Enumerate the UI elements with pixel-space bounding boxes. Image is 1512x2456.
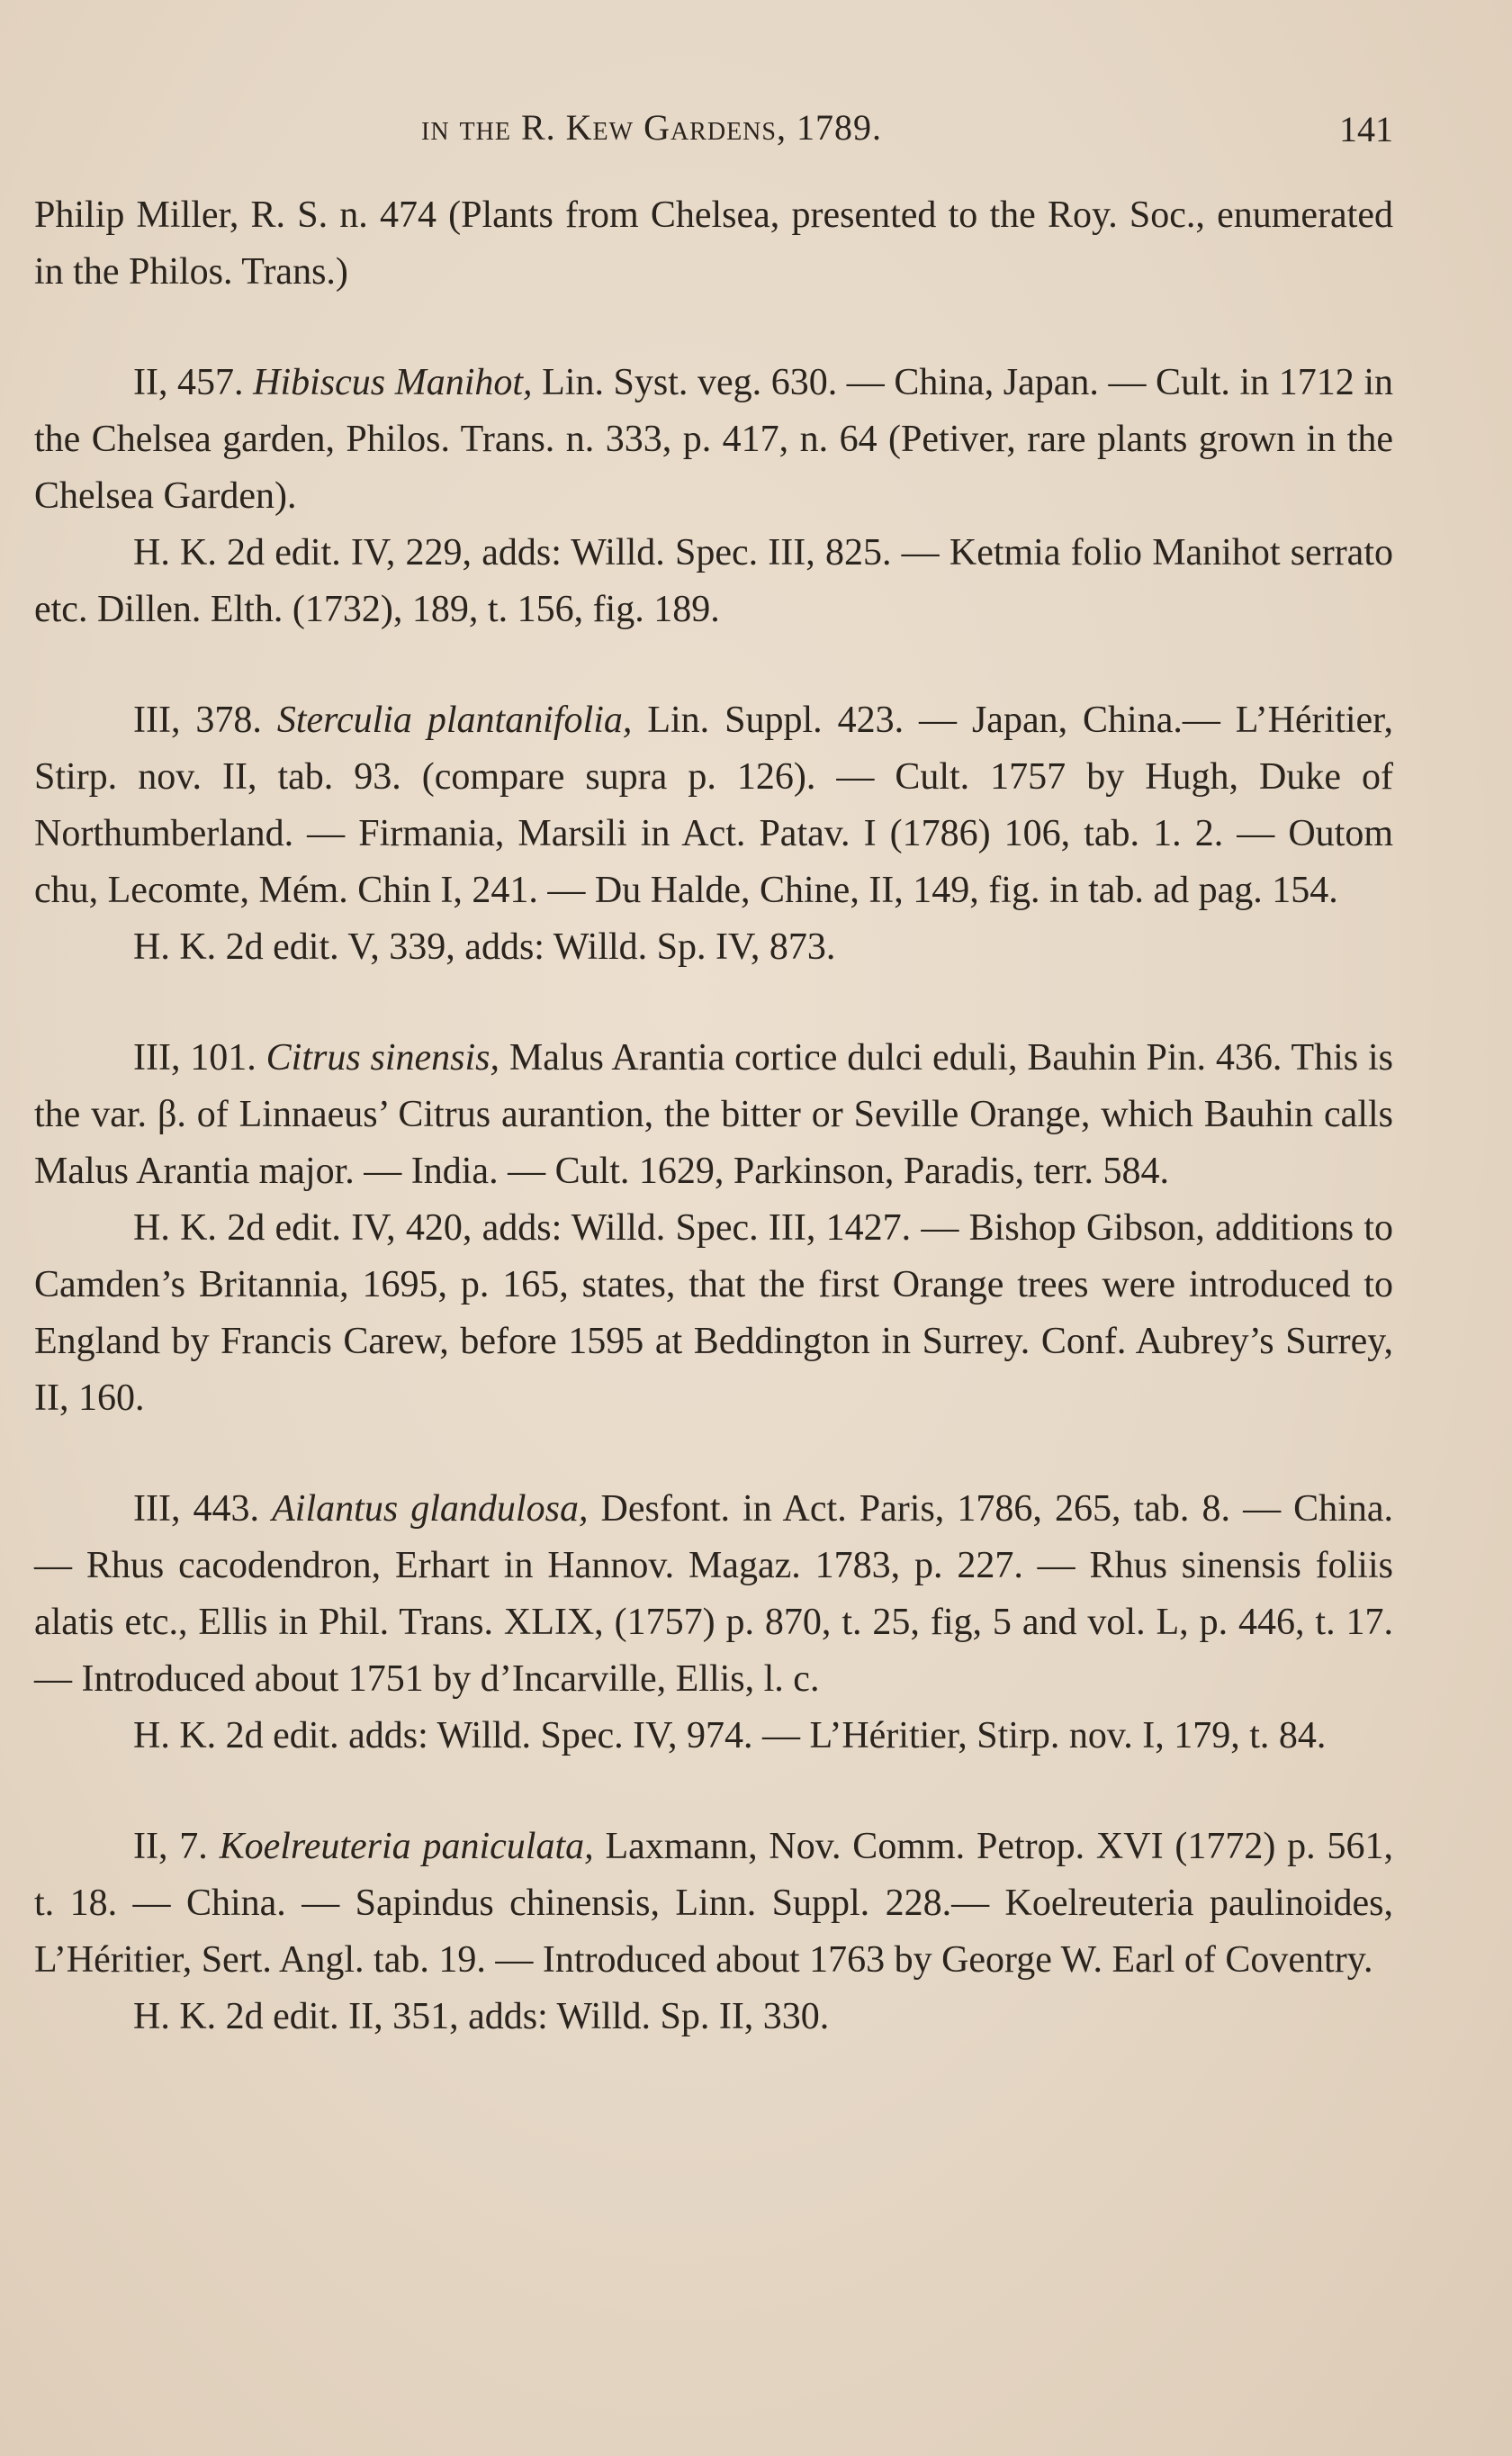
hortus-kewensis-note: H. K. 2d edit. II, 351, adds: Willd. Sp. II, 330. xyxy=(133,1996,830,2037)
entry-sterculia xyxy=(34,692,1393,976)
entry-paragraph xyxy=(34,1030,1393,1200)
document-page xyxy=(34,90,1393,2099)
species-name: Koelreuteria paniculata, xyxy=(219,1826,594,1867)
entry-body: Lin. Syst. veg. 630. — China, Japan. — Cult. in 1712 in the Chelsea garden, Philos. Trans. n. 333, p. 417, n. 64 (Petiver, rare plants grown in the Chelsea Garden). xyxy=(34,362,1393,517)
species-name: Hibiscus Manihot, xyxy=(253,362,533,403)
hortus-kewensis-note: H. K. 2d edit. adds: Willd. Spec. IV, 974. — L’Héritier, Stirp. nov. I, 179, t. 84. xyxy=(133,1715,1327,1756)
page-number: 141 xyxy=(1339,109,1393,149)
entry-body: Laxmann, Nov. Comm. Petrop. XVI (1772) p. 561, t. 18. — China. — Sapindus chinensis, Linn. Suppl. 228.— Koelreuteria paulinoides, L’Héritier, Sert. Angl. tab. 19. — Introduced about 1763 by George W. Earl of Coventry. xyxy=(34,1826,1393,1981)
entry-body: Desfont. in Act. Paris, 1786, 265, tab. 8. — China. — Rhus cacodendron, Erhart in Hannov. Magaz. 1783, p. 227. — Rhus sinensis foliis alatis etc., Ellis in Phil. Trans. XLIX, (1757) p. 870, t. 25, fig, 5 and vol. L, p. 446, t. 17. — Introduced about 1751 by d’Incarville, Ellis, l. c. xyxy=(34,1488,1393,1700)
running-title-year: , 1789. xyxy=(776,107,882,148)
hortus-kewensis-note: H. K. 2d edit. IV, 229, adds: Willd. Spec. III, 825. — Ketmia folio Manihot serrato etc. Dillen. Elth. (1732), 189, t. 156, fig. 189. xyxy=(34,532,1393,630)
hortus-kewensis-note: H. K. 2d edit. IV, 420, adds: Willd. Spec. III, 1427. — Bishop Gibson, additions to Camden’s Britannia, 1695, p. 165, states, that the first Orange trees were introduced to England by Francis Carew, before 1595 at Beddington in Surrey. Conf. Aubrey’s Surrey, II, 160. xyxy=(34,1207,1393,1419)
running-title xyxy=(421,106,882,149)
entry-citrus xyxy=(34,1030,1393,1427)
running-head xyxy=(34,90,1393,171)
entry-body: Lin. Suppl. 423. — Japan, China.— L’Héritier, Stirp. nov. II, tab. 93. (compare supra p. 126). — Cult. 1757 by Hugh, Duke of Northumberland. — Firmania, Marsili in Act. Patav. I (1786) 106, tab. 1. 2. — Outom chu, Lecomte, Mém. Chin I, 241. — Du Halde, Chine, II, 149, fig. in tab. ad pag. 154. xyxy=(34,700,1393,911)
species-name: Ailantus glandulosa, xyxy=(272,1488,589,1530)
entry-ref: III, 443. xyxy=(133,1488,273,1530)
species-name: Sterculia plantanifolia, xyxy=(276,700,633,741)
entry-body: Malus Arantia cortice dulci eduli, Bauhin Pin. 436. This is the var. β. of Linnaeus’ Citrus aurantion, the bitter or Seville Orange, which Bauhin calls Malus Arantia major. — India. — Cult. 1629, Parkinson, Paradis, terr. 584. xyxy=(34,1037,1393,1192)
running-title-text: in the R. Kew Gardens xyxy=(421,107,777,148)
entry-paragraph xyxy=(34,1481,1393,1708)
hortus-kewensis-note: H. K. 2d edit. V, 339, adds: Willd. Sp. IV, 873. xyxy=(133,926,836,968)
entry-hibiscus xyxy=(34,355,1393,638)
entry-ref: III, 101. xyxy=(133,1037,266,1079)
entry-koelreuteria xyxy=(34,1819,1393,2045)
entry-ref: II, 7. xyxy=(133,1826,220,1867)
entry-paragraph xyxy=(34,355,1393,525)
intro-paragraph-block xyxy=(34,187,1393,301)
entry-ref: II, 457. xyxy=(133,362,254,403)
entry-ailantus xyxy=(34,1481,1393,1765)
entry-paragraph xyxy=(34,692,1393,919)
entry-paragraph xyxy=(34,1819,1393,1989)
species-name: Citrus sinensis, xyxy=(266,1037,500,1079)
entry-ref: III, 378. xyxy=(133,700,277,741)
intro-paragraph: Philip Miller, R. S. n. 474 (Plants from Chelsea, presented to the Roy. Soc., enumerated in the Philos. Trans.) xyxy=(34,194,1393,293)
